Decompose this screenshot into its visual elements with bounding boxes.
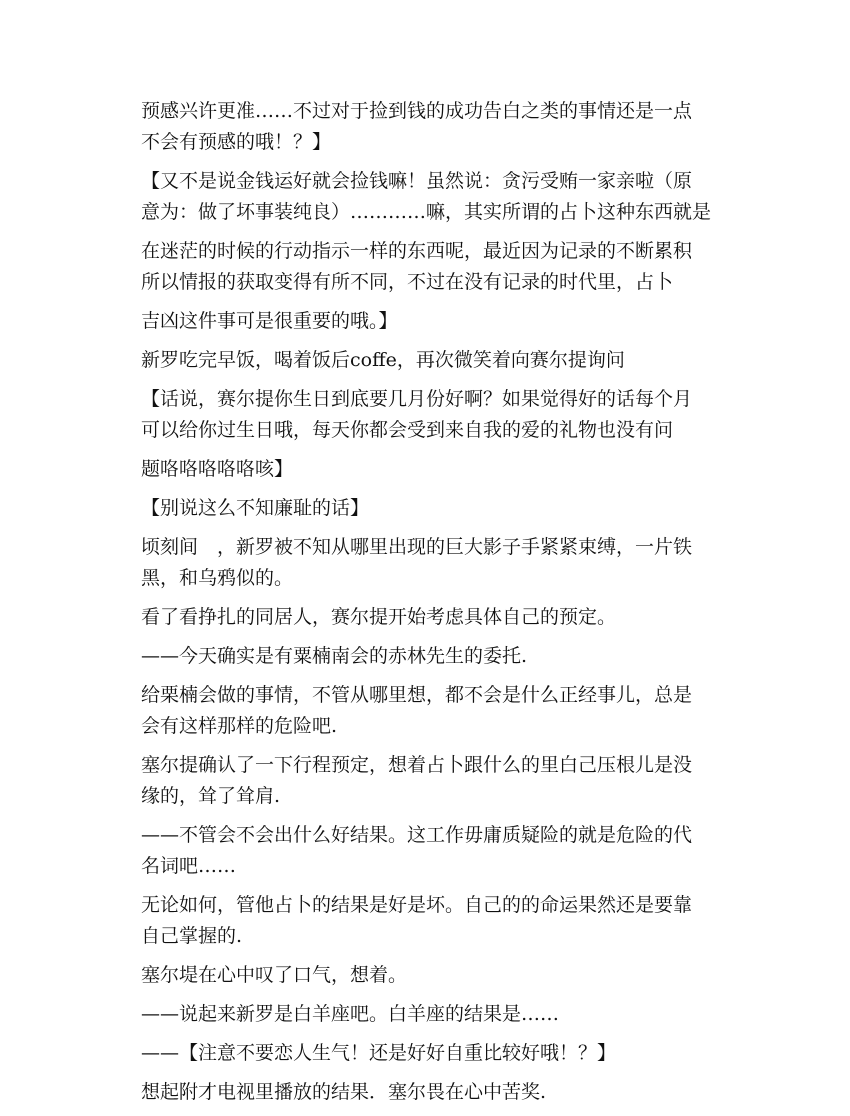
text-line: 看了看挣扎的同居人，赛尔提开始考虑具体自己的预定。 [141,606,617,628]
paragraph [101,641,749,672]
document-body [101,96,749,1116]
paragraph [101,454,749,485]
paragraph [101,1038,749,1069]
paragraph [101,493,749,524]
text-line: 会有这样那样的危险吧. [141,715,338,737]
paragraph [101,345,749,376]
paragraph [101,890,749,952]
text-line: 所以情报的获取变得有所不同，不过在没有记录的时代里，占卜 [141,271,674,293]
text-line: 想起附才电视里播放的结果．塞尔畏在心中苦奖. [141,1081,547,1103]
paragraph [101,960,749,991]
text-line: 塞尔堤在心中叹了口气，想着。 [141,964,408,986]
paragraph [101,1077,749,1108]
text-line: 黑，和乌鸦似的。 [141,567,294,589]
text-line: 可以给你过生日哦，每天你都会受到来自我的爱的礼物也没有问 [141,419,674,441]
text-line: 顷刻间 ，新罗被不知从哪里出现的巨大影子手紧紧束缚，一片铁 [141,536,693,558]
paragraph [101,236,749,298]
text-line: 自己掌握的. [141,925,243,947]
text-line: ——不管会不会出什么好结果。这工作毋庸质疑险的就是危险的代 [141,824,693,846]
paragraph [101,820,749,882]
text-line: 给栗楠会做的事情，不管从哪里想，都不会是什么正经事儿，总是 [141,684,693,706]
text-line: 缘的，耸了耸肩. [141,785,281,807]
text-line: 新罗吃完早饭，喝着饭后coffe，再次微笑着向赛尔提询问 [141,349,625,371]
text-line: 不会有预感的哦！？】 [141,131,332,153]
text-line: 【又不是说金钱运好就会捡钱嘛！虽然说：贪污受贿一家亲啦（原 [141,170,693,192]
text-line: 在迷茫的时候的行动指示一样的东西呢，最近因为记录的不断累积 [141,240,693,262]
paragraph [101,96,749,158]
paragraph [101,306,749,337]
paragraph [101,602,749,633]
text-line: 意为：做了坏事装纯良）…………嘛，其实所谓的占卜这种东西就是 [141,201,712,223]
text-line: 名词吧…… [141,855,237,877]
text-line: 【别说这么不知廉耻的话】 [141,497,370,519]
paragraph [101,532,749,594]
text-line: ——【注意不要恋人生气！还是好好自重比较好哦！？】 [141,1042,617,1064]
text-line: 【话说，赛尔提你生日到底要几月份好啊？如果觉得好的话每个月 [141,388,693,410]
paragraph [101,750,749,812]
text-line: 塞尔提确认了一下行程预定，想着占卜跟什么的里白己压根儿是没 [141,754,693,776]
paragraph [101,166,749,228]
paragraph [101,680,749,742]
paragraph [101,384,749,446]
text-line: 预感兴许更准……不过对于捡到钱的成功告白之类的事情还是一点 [141,100,693,122]
text-line: ——说起来新罗是白羊座吧。白羊座的结果是…… [141,1003,560,1025]
text-line: 无论如何，管他占卜的结果是好是坏。自己的的命运果然还是要靠 [141,894,693,916]
text-line: 吉凶这件事可是很重要的哦。】 [141,310,398,332]
text-line: 题咯咯咯咯咯咳】 [141,458,294,480]
text-line: ——今天确实是有粟楠南会的赤林先生的委托. [141,645,528,667]
paragraph [101,999,749,1030]
